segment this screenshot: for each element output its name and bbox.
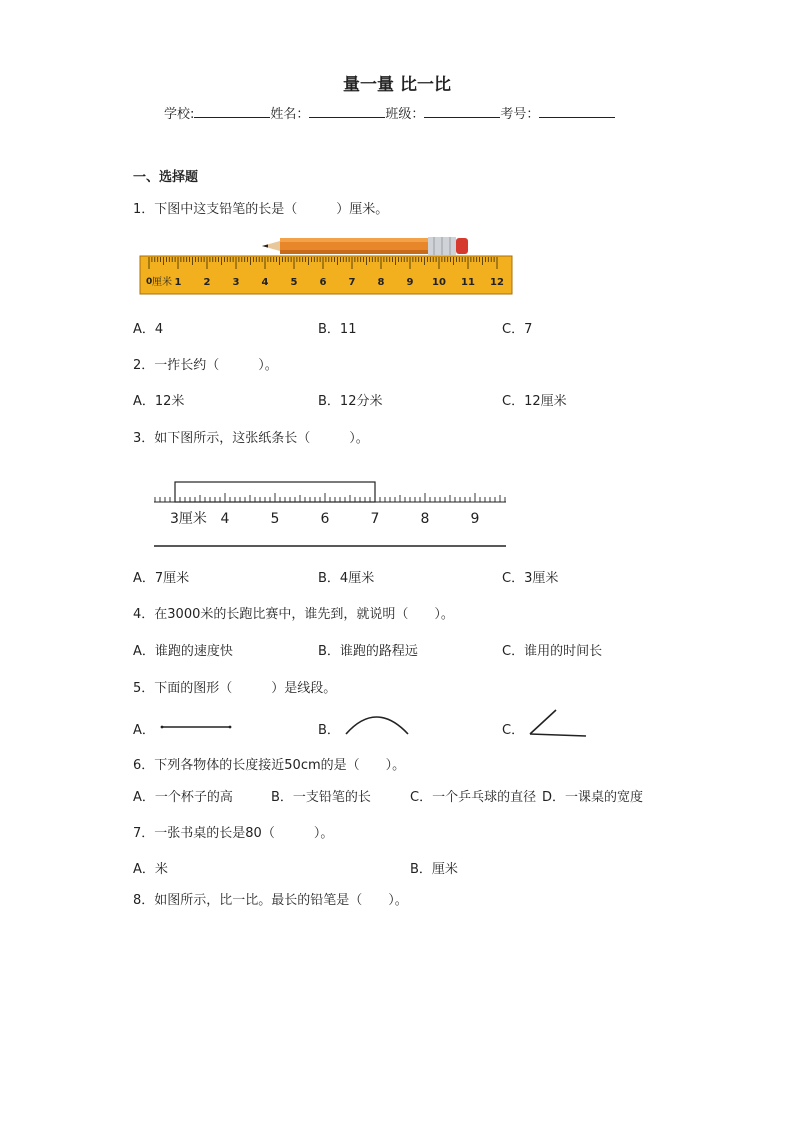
q7-option-a[interactable]: A．米 <box>133 862 168 877</box>
q4-option-a[interactable]: A．谁跑的速度快 <box>133 644 233 659</box>
q1-option-a[interactable]: A．4 <box>133 322 164 337</box>
ruler-2-ticks <box>155 493 505 502</box>
school-blank[interactable] <box>194 105 270 118</box>
q4-option-c[interactable]: C．谁用的时间长 <box>502 644 603 659</box>
q3-option-b[interactable]: B．4厘米 <box>318 571 375 586</box>
paper-strip-ruler-figure <box>148 476 514 552</box>
ruler-2-number: 4 <box>220 511 230 527</box>
exam-no-label: 考号： <box>500 107 540 122</box>
ruler-1-zero: 0 <box>146 277 153 287</box>
question-5-stem: 5．下面的图形（ ）是线段。 <box>133 681 337 696</box>
ruler-2-number: 8 <box>420 511 430 527</box>
q2-option-a[interactable]: A．12米 <box>133 394 185 409</box>
class-label: 班级： <box>385 107 425 122</box>
q3-option-c[interactable]: C．3厘米 <box>502 571 559 586</box>
ruler-1-number: 11 <box>461 277 475 288</box>
question-4-stem: 4．在3000米的长跑比赛中，谁先到，就说明（ ）。 <box>133 607 454 622</box>
ruler-2-number: 7 <box>370 511 380 527</box>
question-2-stem: 2．一拃长约（ ）。 <box>133 358 278 373</box>
q7-option-b[interactable]: B．厘米 <box>410 862 458 877</box>
ruler-1-number: 5 <box>290 277 298 288</box>
ruler-2-numbers <box>221 511 480 527</box>
ruler-2-number: 9 <box>470 511 480 527</box>
pencil-lead <box>262 244 268 247</box>
q3-option-a[interactable]: A．7厘米 <box>133 571 190 586</box>
ruler-1-number: 6 <box>319 277 327 288</box>
q5-option-b[interactable]: B． <box>318 723 340 738</box>
pencil-eraser <box>456 238 468 254</box>
question-1-stem: 1．下图中这支铅笔的长是（ ）厘米。 <box>133 202 389 217</box>
name-label: 姓名： <box>270 107 310 122</box>
section-heading: 一、选择题 <box>133 170 199 185</box>
page-title: 量一量 比一比 <box>343 75 451 95</box>
class-blank[interactable] <box>424 105 500 118</box>
ruler-1-number: 4 <box>261 277 269 288</box>
ruler-1-number: 2 <box>203 277 211 288</box>
ruler-2-start-label: 3厘米 <box>170 511 207 527</box>
q6-option-b[interactable]: B．一支铅笔的长 <box>271 790 371 805</box>
q6-option-d[interactable]: D．一课桌的宽度 <box>542 790 644 805</box>
q5-option-a[interactable]: A． <box>133 723 155 738</box>
exam-no-blank[interactable] <box>539 105 615 118</box>
question-7-stem: 7．一张书桌的长是80（ ）。 <box>133 826 334 841</box>
question-8-stem: 8．如图所示，比一比。最长的铅笔是（ ）。 <box>133 893 408 908</box>
q6-option-c[interactable]: C．一个乒乓球的直径 <box>410 790 537 805</box>
straight-segment-figure <box>158 718 234 734</box>
ruler-1-number: 12 <box>490 277 504 288</box>
student-info-line <box>164 103 615 122</box>
q6-option-a[interactable]: A．一个杯子的高 <box>133 790 233 805</box>
q5-option-c[interactable]: C． <box>502 723 525 738</box>
ruler-1-number: 9 <box>406 277 414 288</box>
ruler-1-number: 1 <box>174 277 182 288</box>
q2-option-c[interactable]: C．12厘米 <box>502 394 567 409</box>
ruler-1-number: 3 <box>232 277 240 288</box>
question-3-stem: 3．如下图所示，这张纸条长（ ）。 <box>133 431 369 446</box>
ruler-1-number: 7 <box>348 277 356 288</box>
question-6-stem: 6．下列各物体的长度接近50cm的是（ ）。 <box>133 758 406 773</box>
q1-option-c[interactable]: C．7 <box>502 322 533 337</box>
ruler-1-unit: 厘米 <box>152 277 172 288</box>
ruler-1-number: 10 <box>432 277 446 288</box>
ruler-2-number: 5 <box>270 511 280 527</box>
name-blank[interactable] <box>309 105 385 118</box>
ruler-1-number: 8 <box>377 277 385 288</box>
q2-option-b[interactable]: B．12分米 <box>318 394 383 409</box>
ruler-2-number: 6 <box>320 511 330 527</box>
school-label: 学校: <box>164 107 195 122</box>
q1-option-b[interactable]: B．11 <box>318 322 357 337</box>
q4-option-b[interactable]: B．谁跑的路程远 <box>318 644 418 659</box>
pencil-on-ruler-figure <box>138 232 516 296</box>
angle-figure <box>526 706 590 740</box>
curve-figure <box>342 708 412 738</box>
